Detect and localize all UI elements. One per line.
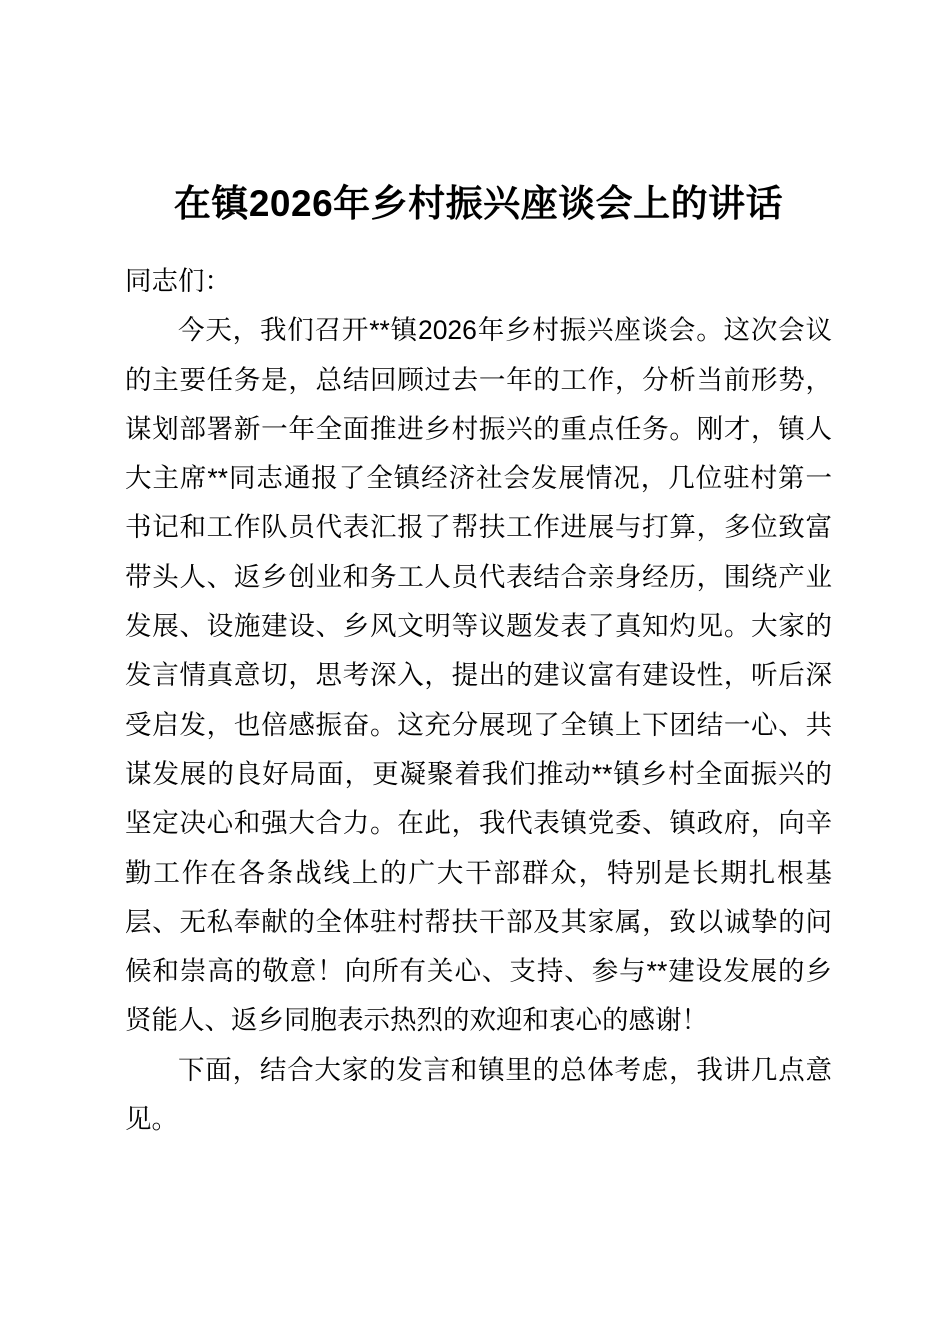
document-body <box>125 257 832 1144</box>
document-title: 在镇2026年乡村振兴座谈会上的讲话 <box>173 183 784 224</box>
body-paragraph-2: 下面，结合大家的发言和镇里的总体考虑，我讲几点意见。 <box>125 1054 832 1134</box>
salutation-line: 同志们： <box>125 265 231 296</box>
body-paragraph-1: 今天，我们召开**镇2026年乡村振兴座谈会。这次会议的主要任务是，总结回顾过去一年的工作，分析当前形势，谋划部署新一年全面推进乡村振兴的重点任务。刚才，镇人大主席**同志通报了全镇经济社会发展情况，几位驻村第一书记和工作队员代表汇报了帮扶工作进展与打算，多位致富带头人、返乡创业和务工人员代表结合亲身经历，围绕产业发展、设施建设、乡风文明等议题发表了真知灼见。大家的发言情真意切，思考深入，提出的建议富有建设性，听后深受启发，也倍感振奋。这充分展现了全镇上下团结一心、共谋发展的良好局面，更凝聚着我们推动**镇乡村全面振兴的坚定决心和强大合力。在此，我代表镇党委、镇政府，向辛勤工作在各条战线上的广大干部群众，特别是长期扎根基层、无私奉献的全体驻村帮扶干部及其家属，致以诚挚的问候和崇高的敬意！向所有关心、支持、参与**建设发展的乡贤能人、返乡同胞表示热烈的欢迎和衷心的感谢！ <box>125 315 832 1036</box>
